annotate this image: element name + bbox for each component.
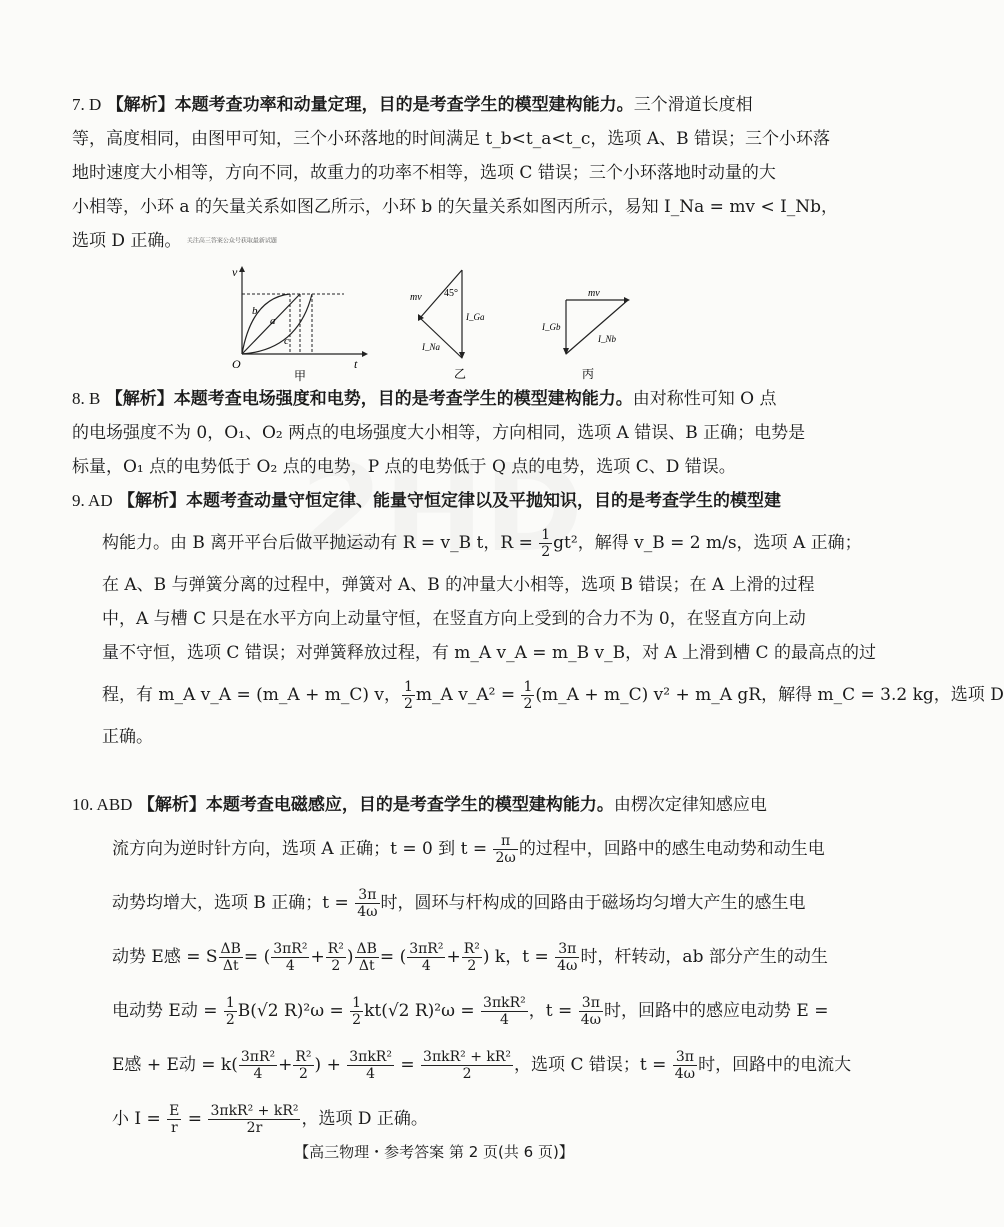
INa-label: I_Na [422,342,440,352]
figure-bing [538,284,638,384]
answer-7-line-2: 等，高度相同，由图甲可知，三个小环落地的时间满足 t_b<t_a<t_c，选项 A、B 错误；三个小环落 [72,129,831,149]
IGb-label: I_Gb [542,322,561,332]
answer-7-line-3: 地时速度大小相等，方向不同，故重力的功率不相等，选项 C 错误；三个小环落地时动量的大 [72,163,776,183]
curve-a-label: a [270,315,276,327]
mv-label: mv [410,292,422,303]
fraction: $\frac{1}{2}$ [404,679,413,712]
analysis-tag: 【解析】本题考查电磁感应，目的是考查学生的模型建构能力。 [137,795,614,815]
figure-yi [408,262,498,382]
axis-t-label: t [354,357,358,371]
INb-label: I_Nb [598,334,616,344]
figure-jia-label: 甲 [294,369,307,383]
analysis-tag: 【解析】本题考查电场强度和电势，目的是考查学生的模型建构能力。 [105,389,633,409]
answer-10: 10. ABD 【解析】本题考查电磁感应，目的是考查学生的模型建构能力。由楞次定律知感应电 流方向为逆时针方向，选项 A 正确；t = 0 到 t = $\frac{\pi}{2\omega}$ 的过程中，回路中的感生电动势和动生电 动势均增大，选项 B 正确；t = $\frac{3\pi}{4\omega}$ 时，圆环与杆构成的回路由于磁场均匀增大产生的感生电 动势 E感 = S $\frac{\Delta B}{\Delta t}$ = ( $\frac{\text{3πR²}}{4}$ + $\frac{\text{R²}}{2}$ ) $\frac{\Delta B}{\Delta t}$ = ( $\frac{\text{3πR²}}{4}$ + $\frac{\text{R²}}{2}$ ) k，t = $\frac{3\pi}{4\omega}$ 时，杆转动，ab 部分产生的动生 电动势 E动 = $\frac{1}{2}$ B(√2 R)²ω = $\frac{1}{2}$ kt(√2 R)²ω = 3πkR² 4 ，t = $\frac{3\pi}{4\omega}$ 时，回路中的感应电动势 E = E感 + E动 = k( $\frac{\text{3πR²}}{4}$ + $\frac{\text{R²}}{2}$ ) + 3πkR² 4 = 3πkR² + kR² 2 ，选项 C 错误；t = $\frac{3\pi}{4\omega}$ 时，回路中的电流大 小 I = $\frac{E}{r}$ = 3πkR² + kR² 2r ，选项 D 正确。 [72,795,852,1136]
answer-7-line-1: 7. D 【解析】本题考查功率和动量定理，目的是考查学生的模型建构能力。三个滑道长度相 [72,95,753,115]
answer-8: 8. B 【解析】本题考查电场强度和电势，目的是考查学生的模型建构能力。由对称性可知 O 点 的电场强度不为 0，O₁、O₂ 两点的电场强度大小相等，方向相同，选项 A 错误、B 正确；电势是 标量，O₁ 点的电势低于 O₂ 点的电势，P 点的电势低于 Q 点的电势，选项 C、D 错误。 [72,389,806,477]
origin-label: O [232,357,241,371]
page-footer: 【高三物理・参考答案 第 2 页(共 6 页)】 [294,1143,574,1161]
answer-7-line-5: 选项 D 正确。 关注高三答案公众号获取最新试题 [72,231,277,251]
fraction: $\frac{1}{2}$ [523,679,533,712]
curve-c-label: c [284,335,289,347]
curve-b-label: b [252,305,258,317]
figure-bing-label: 丙 [582,367,595,381]
analysis-tag: 【解析】本题考查功率和动量定理，目的是考查学生的模型建构能力。 [106,95,634,115]
answer-7 [72,88,839,259]
axis-v-label: v [232,265,238,279]
answer-9: 9. AD 【解析】本题考查动量守恒定律、能量守恒定律以及平抛知识，目的是考查学生的模型建 构能力。由 B 离开平台后做平抛运动有 R = v_B t，R = $\frac{1}{2}$ gt²，解得 v_B = 2 m/s，选项 A 正确； 在 A、B 与弹簧分离的过程中，弹簧对 A、B 的冲量大小相等，选项 B 错误；在 A 上滑的过程 中，A 与槽 C 只是在水平方向上动量守恒，在竖直方向上受到的合力不为 0，在竖直方向上动 量不守恒，选项 C 错误；对弹簧释放过程，有 m_A v_A = m_B v_B，对 A 上滑到槽 C 的最高点的过 程，有 m_A v_A = (m_A + m_C) v， $\frac{1}{2}$ m_A v_A² = $\frac{1}{2}$ (m_A + m_C) v² + m_A gR，解得 m_C = 3.2 kg，选项 D 正确。 [72,491,1004,747]
angle-label: 45° [444,288,458,299]
answer-number: 7. D [72,95,102,114]
note-text: 关注高三答案公众号获取最新试题 [186,237,277,245]
mv-label: mv [588,288,600,299]
answer-7-line-4: 小相等，小环 a 的矢量关系如图乙所示，小环 b 的矢量关系如图丙所示，易知 I_Na = mv < I_Nb， [72,197,839,217]
IGa-label: I_Ga [466,312,485,322]
figure-yi-label: 乙 [454,367,467,381]
fraction: $\frac{1}{2}$ [541,527,551,560]
analysis-tag: 【解析】本题考查动量守恒定律、能量守恒定律以及平抛知识，目的是考查学生的模型建 [118,491,782,511]
figure-jia [228,264,368,384]
